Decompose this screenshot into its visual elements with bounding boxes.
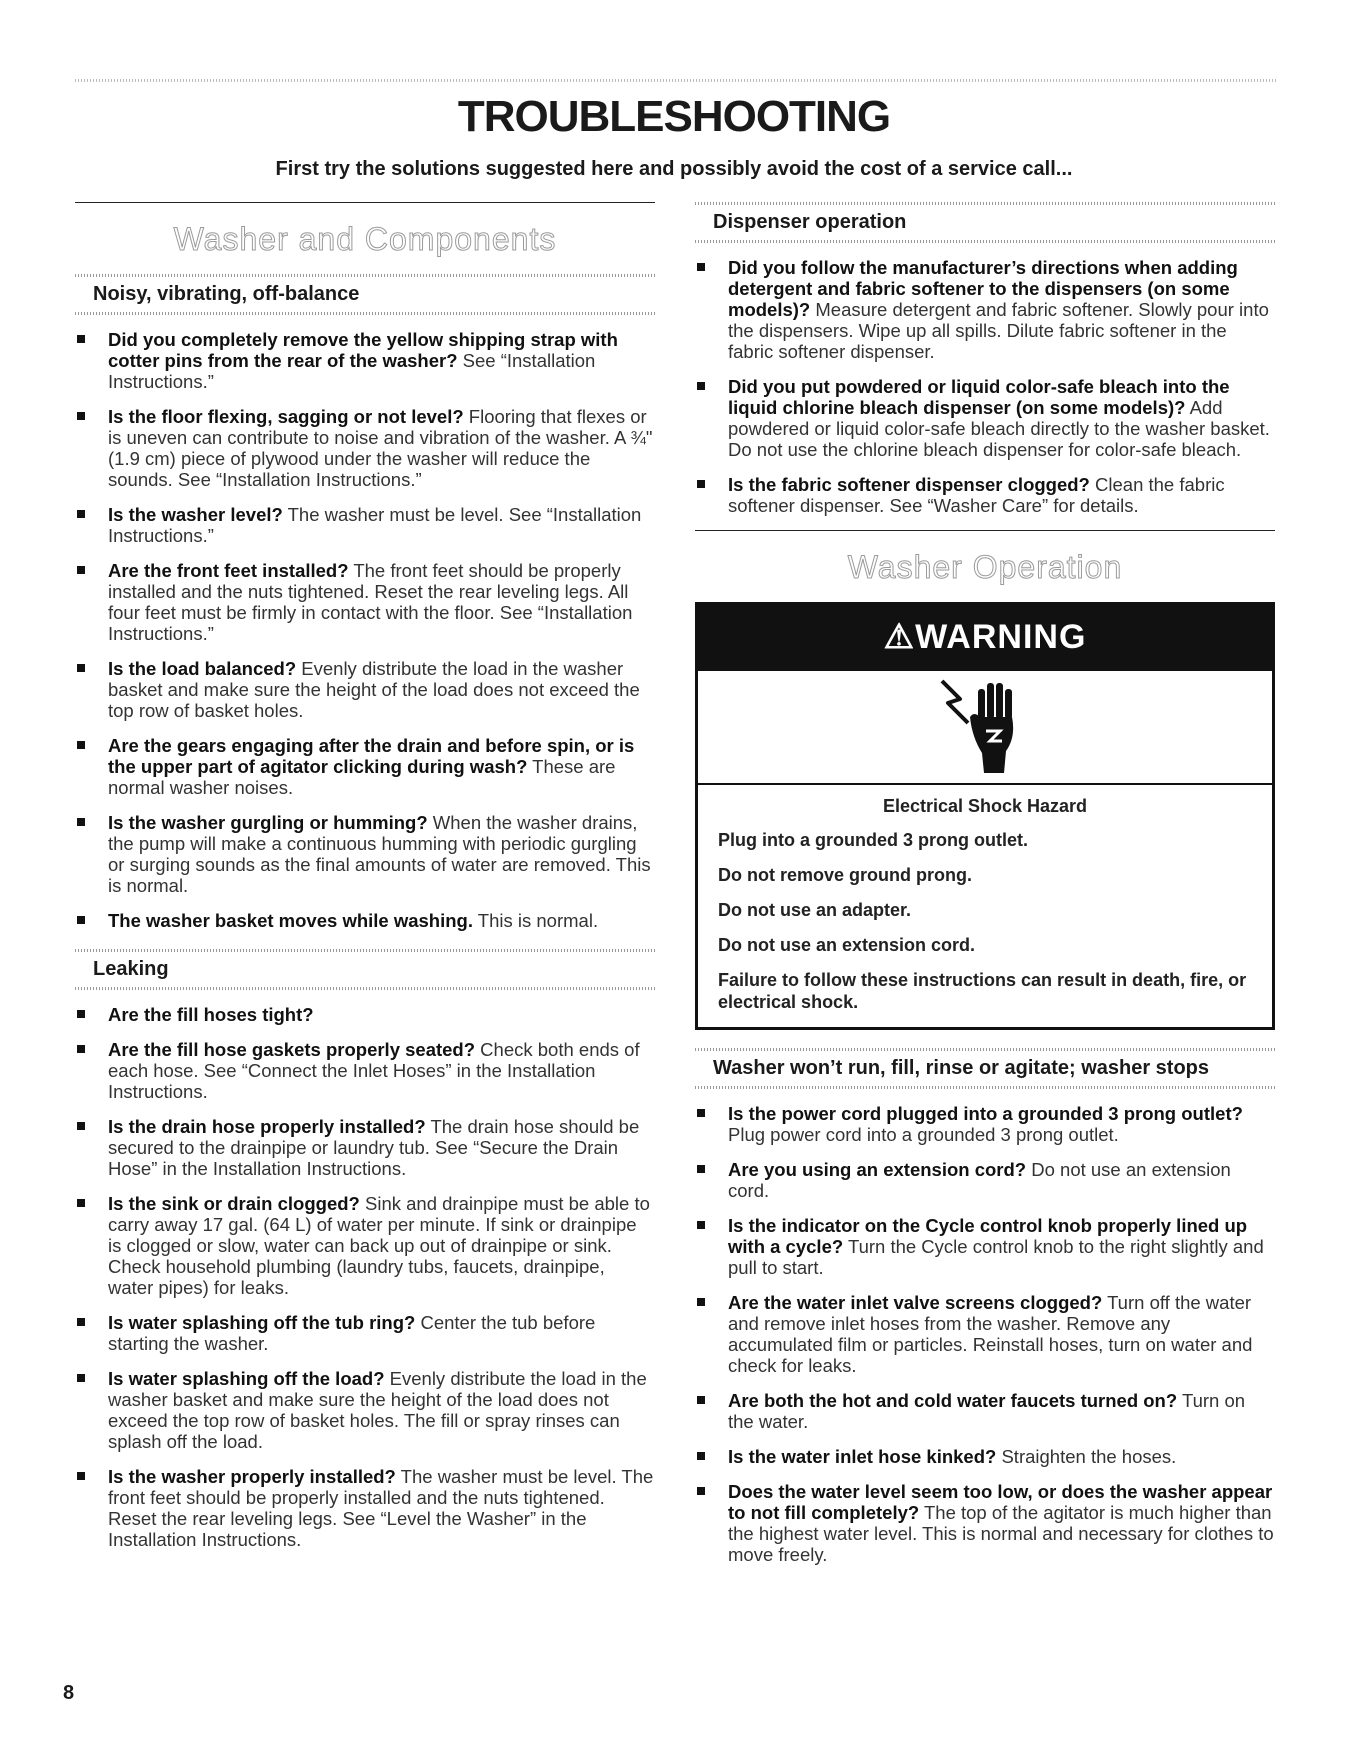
warning-box xyxy=(695,602,1275,1030)
list-item xyxy=(75,1116,655,1179)
warning-line: Do not use an adapter. xyxy=(718,900,912,920)
item-answer: Flooring that flexes or is uneven can contribute to noise and vibration of the washer. A ¾" (1.9 cm) piece of plywood under the washer will reduce the sounds. See “Installation Instructions.” xyxy=(108,406,653,490)
item-question: Is the load balanced? xyxy=(108,658,297,679)
dispenser-list xyxy=(695,257,1275,516)
item-answer: Turn on the water. xyxy=(728,1390,1246,1432)
item-question: Is the washer level? xyxy=(108,504,283,525)
page-title: TROUBLESHOOTING xyxy=(457,92,891,141)
warning-header xyxy=(698,605,1272,671)
item-question: Are the fill hoses tight? xyxy=(108,1004,314,1025)
item-question: Is water splashing off the tub ring? xyxy=(108,1312,416,1333)
page-number: 8 xyxy=(63,1682,75,1704)
item-question: Is the water inlet hose kinked? xyxy=(728,1446,997,1467)
list-item xyxy=(695,376,1275,460)
item-answer: Clean the fabric softener dispenser. See “Washer Care” for details. xyxy=(728,474,1225,516)
dotted-rule xyxy=(695,1086,1275,1089)
item-question: Did you follow the manufacturer’s directions when adding detergent and fabric softener to the dispensers (on some models)? xyxy=(728,257,1238,320)
warning-label: WARNING xyxy=(915,618,1087,656)
item-answer: This is normal. xyxy=(473,910,599,931)
item-question: Are the front feet installed? xyxy=(108,560,349,581)
subsection-heading-noisy: Noisy, vibrating, off-balance xyxy=(93,283,360,305)
item-answer: Evenly distribute the load in the washer basket and make sure the height of the load does not exceed the top row of basket holes. xyxy=(108,658,640,721)
item-question: Does the water level seem too low, or does the washer appear to not fill completely? xyxy=(728,1481,1273,1523)
item-question: Are both the hot and cold water faucets turned on? xyxy=(728,1390,1178,1411)
item-answer: The front feet should be properly installed and the nuts tightened. Reset the rear leveling legs. All four feet must be firmly in contact with the floor. See “Installation Instructions.” xyxy=(108,560,633,644)
item-question: Is the washer properly installed? xyxy=(108,1466,396,1487)
warning-line: Failure to follow these instructions can result in death, fire, or electrical shock. xyxy=(718,970,1247,1012)
list-item xyxy=(695,1215,1275,1278)
leaking-list xyxy=(75,1004,655,1550)
warning-line: Do not remove ground prong. xyxy=(718,865,972,885)
wont-run-list xyxy=(695,1103,1275,1565)
noisy-list xyxy=(75,329,655,931)
warning-body xyxy=(698,785,1272,1027)
hazard-title: Electrical Shock Hazard xyxy=(882,796,1088,816)
item-question: Did you put powdered or liquid color-safe bleach into the liquid chlorine bleach dispenser (on some models)? xyxy=(728,376,1230,418)
item-answer: These are normal washer noises. xyxy=(108,756,616,798)
item-answer: Straighten the hoses. xyxy=(996,1446,1177,1467)
item-question: Are the gears engaging after the drain and before spin, or is the upper part of agitator clicking during wash? xyxy=(108,735,635,777)
list-item xyxy=(695,1446,1275,1467)
item-answer: When the washer drains, the pump will make a continuous humming with periodic gurgling or surging sounds as the final amounts of water are removed. This is normal. xyxy=(108,812,651,896)
section-title-washer-components: Washer and Components xyxy=(173,221,557,257)
item-answer: Turn off the water and remove inlet hoses from the washer. Remove any accumulated film or particles. Reinstall hoses, turn on water and check for leaks. xyxy=(728,1292,1253,1376)
item-question: Is water splashing off the load? xyxy=(108,1368,385,1389)
item-answer: Check both ends of each hose. See “Connect the Inlet Hoses” in the Installation Instructions. xyxy=(108,1039,640,1102)
list-item xyxy=(75,406,655,490)
item-question: Did you completely remove the yellow shipping strap with cotter pins from the rear of the washer? xyxy=(108,329,618,371)
dotted-rule xyxy=(75,987,655,990)
list-item xyxy=(695,1159,1275,1201)
item-answer: Add powdered or liquid color-safe bleach directly to the washer basket. Do not use the chlorine bleach dispenser for color-safe bleach. xyxy=(728,397,1270,460)
item-answer: Do not use an extension cord. xyxy=(728,1159,1231,1201)
item-question: Is the fabric softener dispenser clogged? xyxy=(728,474,1090,495)
list-item xyxy=(75,504,655,546)
item-answer: Plug power cord into a grounded 3 prong outlet. xyxy=(728,1124,1119,1145)
electrical-shock-hazard-icon xyxy=(698,671,1272,785)
item-question: Is the sink or drain clogged? xyxy=(108,1193,360,1214)
section-rule xyxy=(695,530,1275,531)
list-item xyxy=(75,735,655,798)
list-item xyxy=(75,1466,655,1550)
item-question: Are you using an extension cord? xyxy=(728,1159,1027,1180)
list-item xyxy=(75,1193,655,1298)
list-item xyxy=(75,1312,655,1354)
item-answer: The top of the agitator is much higher than the highest water level. This is normal and necessary for clothes to move freely. xyxy=(728,1502,1274,1565)
dotted-rule xyxy=(75,312,655,315)
item-answer: The washer must be level. The front feet should be properly installed and the nuts tightened. Reset the rear leveling legs. See “Level the Washer” in the Installation Instructions. xyxy=(108,1466,654,1550)
list-item xyxy=(695,1390,1275,1432)
list-item xyxy=(75,329,655,392)
warning-line: Do not use an extension cord. xyxy=(718,935,976,955)
list-item xyxy=(695,474,1275,516)
warning-triangle-icon: ⚠ xyxy=(883,618,916,656)
list-item xyxy=(695,257,1275,362)
subsection-heading-dispenser: Dispenser operation xyxy=(713,211,907,233)
item-question: Are the fill hose gaskets properly seated? xyxy=(108,1039,476,1060)
list-item xyxy=(75,1004,655,1025)
section-rule xyxy=(75,202,655,203)
page-subtitle: First try the solutions suggested here and possibly avoid the cost of a service call... xyxy=(275,158,1073,180)
item-answer: Evenly distribute the load in the washer basket and make sure the height of the load does not exceed the top row of basket holes. The fill or spray rinses can splash off the load. xyxy=(108,1368,647,1452)
item-answer: Center the tub before starting the washer. xyxy=(108,1312,596,1354)
item-question: Is the drain hose properly installed? xyxy=(108,1116,426,1137)
item-question: Is the washer gurgling or humming? xyxy=(108,812,428,833)
dotted-rule xyxy=(695,240,1275,243)
list-item xyxy=(75,560,655,644)
subsection-heading-wont-run: Washer won’t run, fill, rinse or agitate; washer stops xyxy=(713,1057,1210,1079)
item-question: Is the indicator on the Cycle control knob properly lined up with a cycle? xyxy=(728,1215,1248,1257)
list-item xyxy=(75,1039,655,1102)
item-question: The washer basket moves while washing. xyxy=(108,910,473,931)
subsection-heading-leaking: Leaking xyxy=(93,958,169,980)
item-question: Are the water inlet valve screens clogged? xyxy=(728,1292,1103,1313)
item-answer: See “Installation Instructions.” xyxy=(108,350,596,392)
section-title-washer-operation: Washer Operation xyxy=(847,549,1123,585)
item-answer: Sink and drainpipe must be able to carry away 17 gal. (64 L) of water per minute. If sink or drainpipe is clogged or slow, water can back up out of drainpipe or sink. Check household plumbing (laundry tubs, faucets, drainpipe, water pipes) for leaks. xyxy=(108,1193,650,1298)
list-item xyxy=(75,812,655,896)
right-column xyxy=(695,202,1275,1579)
top-dotted-rule xyxy=(75,79,1278,82)
list-item xyxy=(75,910,655,931)
list-item xyxy=(75,658,655,721)
list-item xyxy=(695,1292,1275,1376)
item-question: Is the power cord plugged into a grounded 3 prong outlet? xyxy=(728,1103,1243,1124)
list-item xyxy=(695,1103,1275,1145)
item-answer: The drain hose should be secured to the drainpipe or laundry tub. See “Secure the Drain Hose” in the Installation Instructions. xyxy=(108,1116,640,1179)
item-answer: The washer must be level. See “Installation Instructions.” xyxy=(108,504,642,546)
list-item xyxy=(695,1481,1275,1565)
left-column xyxy=(75,202,655,1564)
item-question: Is the floor flexing, sagging or not level? xyxy=(108,406,464,427)
item-answer: Measure detergent and fabric softener. Slowly pour into the dispensers. Wipe up all spills. Dilute fabric softener in the fabric softener dispenser. xyxy=(728,299,1269,362)
item-answer: Turn the Cycle control knob to the right slightly and pull to start. xyxy=(728,1236,1264,1278)
warning-line: Plug into a grounded 3 prong outlet. xyxy=(718,830,1028,850)
list-item xyxy=(75,1368,655,1452)
